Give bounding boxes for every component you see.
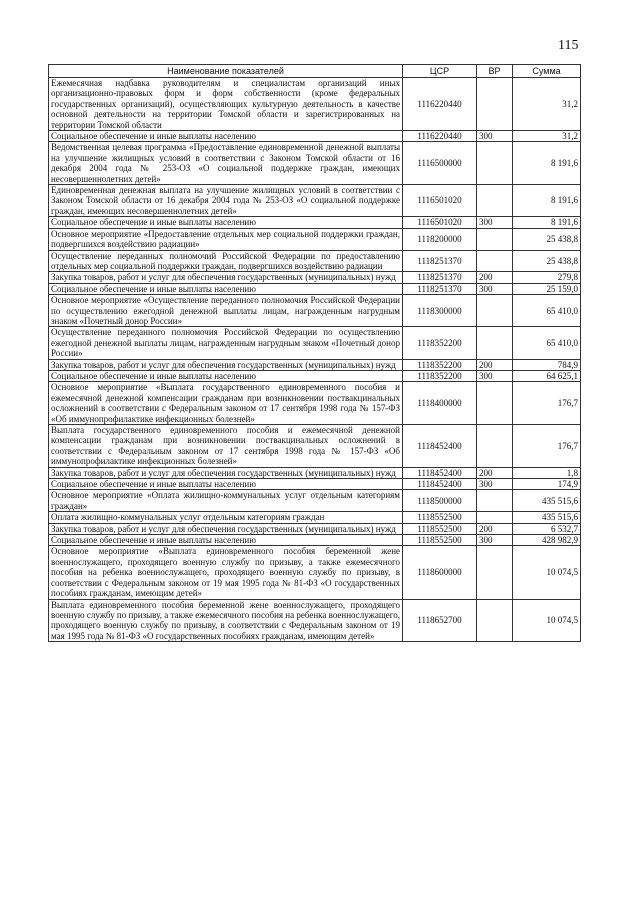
cell-sum: 428 982,9 [513, 535, 581, 546]
page-number: 115 [558, 38, 579, 53]
cell-vr [477, 546, 513, 599]
cell-vr [477, 512, 513, 523]
table-row [49, 78, 581, 131]
cell-code: 1118352200 [403, 370, 477, 381]
table-row [49, 250, 581, 272]
cell-name: Закупка товаров, работ и услуг для обеспечения государственных (муниципальных) нужд [49, 467, 403, 478]
cell-name: Основное мероприятие «Осуществление переданного полномочия Российской Федерации по осуществлению ежегодной денежной выплаты лицам, награжденным нагрудным знаком «Почетный донор России» [49, 295, 403, 327]
cell-name: Социальное обеспечение и иные выплаты населению [49, 283, 403, 294]
cell-vr [477, 250, 513, 272]
cell-sum: 1,8 [513, 467, 581, 478]
cell-code: 1118400000 [403, 382, 477, 425]
table-row [49, 295, 581, 327]
cell-code: 1118200000 [403, 228, 477, 250]
cell-vr: 200 [477, 359, 513, 370]
table-row [49, 283, 581, 294]
cell-code: 1116220440 [403, 131, 477, 142]
cell-sum: 176,7 [513, 382, 581, 425]
cell-name: Ежемесячная надбавка руководителям и специалистам организаций иных организационно-правовых форм и форм собственности (кроме федеральных государственных организаций), осуществляющих культурную деятельность в качестве основной деятельности на территории Томской области и зарегистрированных на территории Томской области [49, 78, 403, 131]
cell-vr: 200 [477, 272, 513, 283]
cell-sum: 25 438,8 [513, 228, 581, 250]
budget-table [48, 64, 581, 642]
cell-vr [477, 490, 513, 512]
cell-code: 1118352200 [403, 327, 477, 359]
cell-name: Закупка товаров, работ и услуг для обеспечения государственных (муниципальных) нужд [49, 523, 403, 534]
cell-vr [477, 382, 513, 425]
cell-sum: 279,8 [513, 272, 581, 283]
cell-vr: 300 [477, 283, 513, 294]
cell-name: Оплата жилищно-коммунальных услуг отдельным категориям граждан [49, 512, 403, 523]
table-row [49, 359, 581, 370]
cell-sum: 174,9 [513, 479, 581, 490]
cell-sum: 784,9 [513, 359, 581, 370]
cell-name: Единовременная денежная выплата на улучшение жилищных условий в соответствии с Законом Томской области от 16 декабря 2004 года № 253-ОЗ «О социальной поддержке граждан, имеющих несовершеннолетних детей» [49, 185, 403, 217]
cell-code: 1118552500 [403, 523, 477, 534]
table-header-row [49, 65, 581, 78]
cell-vr: 300 [477, 479, 513, 490]
table-row [49, 327, 581, 359]
cell-code: 1118552500 [403, 535, 477, 546]
table-row [49, 535, 581, 546]
cell-code: 1118251370 [403, 250, 477, 272]
cell-code: 1118300000 [403, 295, 477, 327]
cell-vr: 300 [477, 217, 513, 228]
cell-code: 1118251370 [403, 272, 477, 283]
cell-code: 1116500000 [403, 142, 477, 185]
table-row [49, 142, 581, 185]
cell-vr [477, 185, 513, 217]
cell-vr [477, 142, 513, 185]
cell-vr: 300 [477, 131, 513, 142]
cell-name: Осуществление переданного полномочия Российской Федерации по осуществлению ежегодной денежной выплаты лицам, награжденным нагрудным знаком «Почетный донор России» [49, 327, 403, 359]
table-row [49, 272, 581, 283]
cell-code: 1118600000 [403, 546, 477, 599]
table-row [49, 467, 581, 478]
cell-name: Социальное обеспечение и иные выплаты населению [49, 535, 403, 546]
cell-vr [477, 295, 513, 327]
cell-vr [477, 425, 513, 468]
table-row [49, 425, 581, 468]
cell-code: 1118452400 [403, 479, 477, 490]
cell-name: Социальное обеспечение и иные выплаты населению [49, 217, 403, 228]
cell-vr: 200 [477, 523, 513, 534]
column-header-sum: Сумма [513, 65, 581, 78]
table-row [49, 382, 581, 425]
cell-code: 1118251370 [403, 283, 477, 294]
cell-vr: 300 [477, 370, 513, 381]
cell-name: Основное мероприятие «Предоставление отдельных мер социальной поддержки граждан, подвергшихся воздействию радиации» [49, 228, 403, 250]
cell-name: Основное мероприятие «Оплата жилищно-коммунальных услуг отдельным категориям граждан» [49, 490, 403, 512]
cell-name: Социальное обеспечение и иные выплаты населению [49, 131, 403, 142]
cell-sum: 176,7 [513, 425, 581, 468]
table-row [49, 490, 581, 512]
cell-code: 1118452400 [403, 425, 477, 468]
table-row [49, 370, 581, 381]
cell-sum: 10 074,5 [513, 546, 581, 599]
cell-sum: 8 191,6 [513, 185, 581, 217]
cell-sum: 31,2 [513, 131, 581, 142]
cell-sum: 435 515,6 [513, 512, 581, 523]
table-row [49, 185, 581, 217]
table-row [49, 228, 581, 250]
cell-vr [477, 599, 513, 642]
cell-code: 1116501020 [403, 217, 477, 228]
cell-name: Социальное обеспечение и иные выплаты населению [49, 479, 403, 490]
cell-sum: 8 191,6 [513, 217, 581, 228]
cell-sum: 10 074,5 [513, 599, 581, 642]
cell-vr [477, 327, 513, 359]
table-row [49, 599, 581, 642]
cell-name: Ведомственная целевая программа «Предоставление единовременной денежной выплаты на улучшение жилищных условий в соответствии с Законом Томской области от 16 декабря 2004 года № 253-ОЗ «О социальной поддержке граждан, имеющих несовершеннолетних детей» [49, 142, 403, 185]
cell-code: 1118552500 [403, 512, 477, 523]
cell-name: Осуществление переданных полномочий Российской Федерации по предоставлению отдельных мер социальной поддержки граждан, подвергшихся воздействию радиации [49, 250, 403, 272]
cell-name: Выплата единовременного пособия беременной жене военнослужащего, проходящего военную службу по призыву, а также ежемесячного пособия на ребенка военнослужащего, проходящего военную службу по призыву, в соответствии с Федеральным законом от 19 мая 1995 года № 81-ФЗ «О государственных пособиях гражданам, имеющим детей» [49, 599, 403, 642]
cell-code: 1118652700 [403, 599, 477, 642]
cell-vr: 300 [477, 535, 513, 546]
cell-name: Закупка товаров, работ и услуг для обеспечения государственных (муниципальных) нужд [49, 272, 403, 283]
cell-sum: 64 625,1 [513, 370, 581, 381]
table-row [49, 523, 581, 534]
table-row [49, 512, 581, 523]
column-header-vr: ВР [477, 65, 513, 78]
cell-name: Основное мероприятие «Выплата государственного единовременного пособия и ежемесячной денежной компенсации гражданам при возникновении поствакцинальных осложнений в соответствии с Федеральным законом от 17 сентября 1998 года № 157-ФЗ «Об иммунопрофилактике инфекционных болезней» [49, 382, 403, 425]
cell-sum: 435 515,6 [513, 490, 581, 512]
table-row [49, 131, 581, 142]
cell-sum: 65 410,0 [513, 295, 581, 327]
cell-sum: 6 532,7 [513, 523, 581, 534]
cell-sum: 25 438,8 [513, 250, 581, 272]
cell-code: 1116220440 [403, 78, 477, 131]
cell-sum: 31,2 [513, 78, 581, 131]
cell-code: 1118452400 [403, 467, 477, 478]
cell-code: 1118500000 [403, 490, 477, 512]
cell-vr: 200 [477, 467, 513, 478]
cell-vr [477, 78, 513, 131]
column-header-code: ЦСР [403, 65, 477, 78]
table-row [49, 479, 581, 490]
cell-sum: 25 159,0 [513, 283, 581, 294]
cell-vr [477, 228, 513, 250]
cell-code: 1116501020 [403, 185, 477, 217]
cell-sum: 8 191,6 [513, 142, 581, 185]
column-header-name: Наименование показателей [49, 65, 403, 78]
cell-code: 1118352200 [403, 359, 477, 370]
table-body [49, 78, 581, 642]
cell-name: Основное мероприятие «Выплата единовременного пособия беременной жене военнослужащего, проходящего военную службу по призыву, а также ежемесячного пособия на ребенка военнослужащего, проходящего военную службу по призыву, в соответствии с Федеральным законом от 19 мая 1995 года № 81-ФЗ «О государственных пособиях гражданам, имеющим детей» [49, 546, 403, 599]
cell-name: Социальное обеспечение и иные выплаты населению [49, 370, 403, 381]
table-row [49, 546, 581, 599]
cell-name: Выплата государственного единовременного пособия и ежемесячной денежной компенсации гражданам при возникновении поствакцинальных осложнений в соответствии с Федеральным законом от 17 сентября 1998 года № 157-ФЗ «Об иммунопрофилактике инфекционных болезней» [49, 425, 403, 468]
table-row [49, 217, 581, 228]
cell-sum: 65 410,0 [513, 327, 581, 359]
cell-name: Закупка товаров, работ и услуг для обеспечения государственных (муниципальных) нужд [49, 359, 403, 370]
